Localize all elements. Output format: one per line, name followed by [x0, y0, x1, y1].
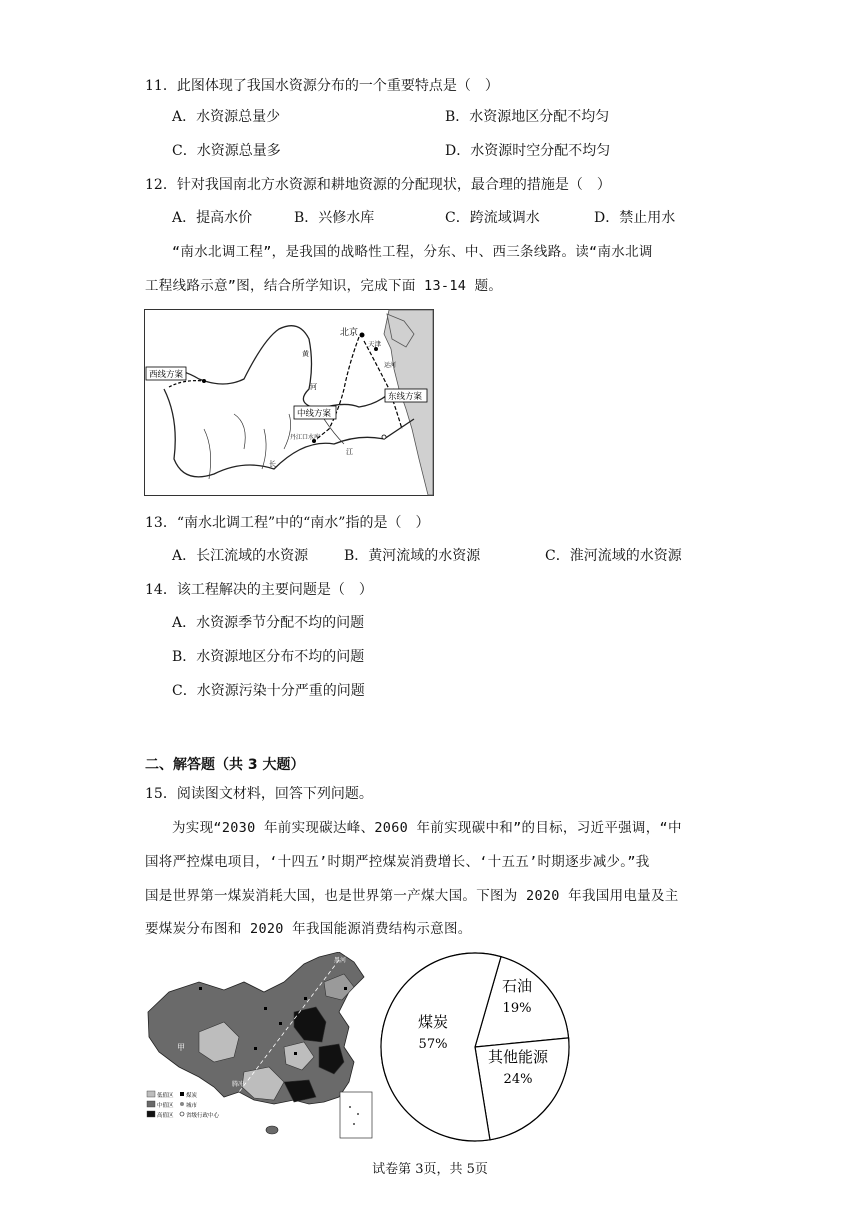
pie-label-2: 其他能源: [487, 1048, 549, 1066]
q14-option-b[interactable]: B．水资源地区分布不均的问题: [172, 649, 365, 665]
west-route-label: 西线方案: [149, 370, 184, 380]
tengchong-label: 腾冲: [232, 1081, 245, 1088]
east-route-label: 东线方案: [388, 392, 423, 402]
beijing-dot: [360, 333, 365, 338]
pie-value-1: 19%: [502, 1001, 532, 1016]
q13-stem: 13．“南水北调工程”中的“南水”指的是（ ）: [145, 515, 430, 531]
intro-line-2: 工程线路示意”图，结合所学知识，完成下面 13-14 题。: [145, 278, 503, 294]
q13-option-c[interactable]: C．淮河流域的水资源: [545, 548, 682, 564]
legend-coal: 煤炭: [186, 1093, 198, 1099]
q11-stem: 11．此图体现了我国水资源分布的一个重要特点是（ ）: [145, 78, 499, 94]
q12-option-d[interactable]: D．禁止用水: [594, 210, 676, 226]
q13-option-b[interactable]: B．黄河流域的水资源: [344, 548, 481, 564]
yangtze-label-1: 长: [269, 460, 276, 468]
yellow-river-label-1: 黄: [302, 350, 309, 358]
q12-option-a[interactable]: A．提高水价: [172, 210, 253, 226]
pie-value-2: 24%: [503, 1072, 533, 1087]
energy-consumption-pie-chart: [378, 950, 572, 1144]
q14-option-c[interactable]: C．水资源污染十分严重的问题: [172, 683, 365, 699]
q11-option-b[interactable]: B．水资源地区分配不均匀: [445, 109, 610, 125]
legend-high: 高值区: [157, 1113, 174, 1119]
q15-para-line-2: 国将严控煤电项目，‘十四五’时期严控煤炭消费增长、‘十五五’时期逐步减少。”我: [145, 854, 650, 870]
q15-para-line-1: 为实现“2030 年前实现碳达峰、2060 年前实现碳中和”的目标，习近平强调，“中: [172, 820, 682, 836]
q13-option-a[interactable]: A．长江流域的水资源: [172, 548, 309, 564]
grand-canal-label: 运河: [384, 362, 397, 369]
china-electricity-coal-map: [144, 952, 376, 1140]
tianjin-label: 天津: [368, 340, 381, 348]
legend-low: 低值区: [157, 1093, 174, 1099]
pie-label-1: 石油: [501, 977, 533, 995]
map-legend: [147, 1091, 220, 1119]
q14-option-a[interactable]: A．水资源季节分配不均的问题: [172, 615, 365, 631]
section-2-title: 二、解答题（共 3 大题）: [145, 757, 305, 773]
pie-value-0: 57%: [418, 1037, 448, 1052]
legend-city: 城市: [186, 1103, 198, 1109]
legend-capital: 省级行政中心: [186, 1113, 220, 1119]
q12-option-c[interactable]: C．跨流域调水: [445, 210, 540, 226]
intro-line-1: “南水北调工程”，是我国的战略性工程，分东、中、西三条线路。读“南水北调: [172, 244, 653, 260]
region-jia-label: 甲: [177, 1043, 185, 1052]
legend-mid: 中值区: [157, 1103, 174, 1109]
q15-para-line-4: 要煤炭分布图和 2020 年我国能源消费结构示意图。: [145, 921, 472, 937]
q11-option-c[interactable]: C．水资源总量多: [172, 143, 281, 159]
south-north-water-diversion-map: [144, 309, 434, 496]
q11-option-d[interactable]: D．水资源时空分配不均匀: [445, 143, 611, 159]
q12-option-b[interactable]: B．兴修水库: [294, 210, 375, 226]
yangtze-label-2: 江: [346, 448, 353, 456]
beijing-label: 北京: [340, 328, 359, 338]
page-footer: 试卷第 3页，共 5页: [372, 1162, 488, 1177]
q11-option-a[interactable]: A．水资源总量少: [172, 109, 281, 125]
heihe-label: 黑河: [334, 957, 347, 964]
middle-route-label: 中线方案: [297, 409, 332, 419]
q14-stem: 14．该工程解决的主要问题是（ ）: [145, 582, 373, 598]
pie-label-0: 煤炭: [417, 1013, 449, 1031]
q15-stem: 15．阅读图文材料，回答下列问题。: [145, 786, 373, 802]
reservoir-label: 丹江口水库: [290, 434, 321, 441]
yellow-river-label-2: 河: [310, 383, 317, 391]
q12-stem: 12．针对我国南北方水资源和耕地资源的分配现状，最合理的措施是（ ）: [145, 177, 611, 193]
q15-para-line-3: 国是世界第一煤炭消耗大国，也是世界第一产煤大国。下图为 2020 年我国用电量及主: [145, 888, 679, 904]
